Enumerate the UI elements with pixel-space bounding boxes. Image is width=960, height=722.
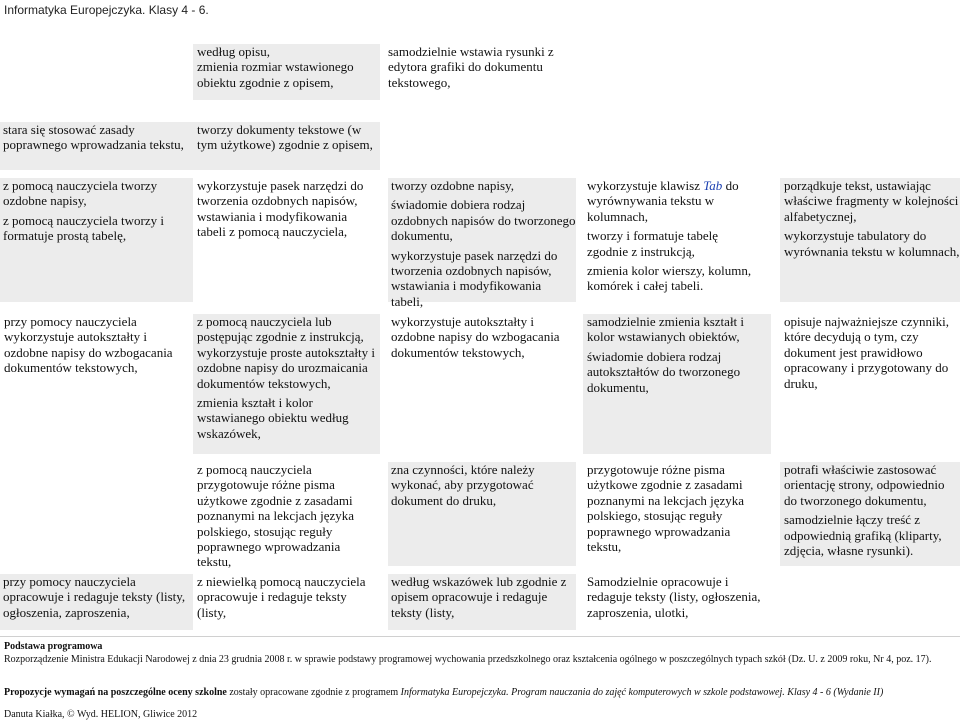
top-cell-2: według opisu, zmienia rozmiar wstawionego obiektu zgodnie z opisem,: [193, 44, 380, 100]
text-line: przy pomocy nauczyciela wykorzystuje autokształty i ozdobne napisy do wzbogacania dokumentów tekstowych,: [4, 314, 173, 376]
row4-cell-5: [780, 462, 960, 566]
header-title: Informatyka Europejczyka. Klasy 4 - 6.: [4, 3, 209, 17]
footer-divider: [0, 636, 960, 637]
text-line: zmienia kolor wierszy, kolumn, komórek i całej tabeli.: [587, 263, 752, 294]
text-line: zmienia kształt i kolor wstawianego obiektu według wskazówek,: [197, 395, 349, 441]
row2-cell-4: [587, 178, 762, 298]
row5-cell-2: z niewielką pomocą nauczyciela opracowuje i redaguje teksty (listy,: [197, 574, 366, 620]
text-span: wykorzystuje klawisz: [587, 178, 704, 193]
footer-legal-text: Rozporządzenie Ministra Edukacji Narodowej z dnia 23 grudnia 2008 r. w sprawie podstawy programowej wychowania przedszkolnego oraz kształcenia ogólnego w poszczególnych typach szkół (Dz. U. z 2009 roku, Nr 4, poz. 17).: [4, 654, 932, 665]
row4-cell-2: [197, 462, 377, 574]
row3-cell-5: [784, 314, 956, 395]
text-line: potrafi właściwie zastosować orientację strony, odpowiednio do tworzonego dokumentu,: [784, 462, 945, 508]
footer-note-bold: Propozycje wymagań na poszczególne oceny szkolne: [4, 687, 227, 698]
row1-cell-2: tworzy dokumenty tekstowe (w tym użytkowe) zgodnie z opisem,: [193, 122, 380, 170]
footer-program-note: [4, 686, 956, 699]
row3-cell-3: [391, 314, 573, 364]
tab-key-label: Tab: [703, 178, 723, 193]
text-line: świadomie dobiera rodzaj ozdobnych napisów do tworzonego dokumentu,: [391, 197, 576, 244]
row2-cell-3: [388, 178, 576, 309]
text-line: wykorzystuje tabulatory do wyrównania tekstu w kolumnach,: [784, 228, 960, 259]
text-span: do wyrównywania tekstu w kolumnach,: [587, 178, 739, 224]
footer-note-mid: zostały opracowane zgodnie z programem: [226, 687, 401, 698]
text-line: tworzy ozdobne napisy,: [391, 178, 514, 193]
text-line: wykorzystuje autokształty i ozdobne napisy do wzbogacania dokumentów tekstowych,: [391, 314, 560, 360]
row2-cell-2: [197, 178, 377, 244]
text-line: z pomocą nauczyciela tworzy ozdobne napisy,: [3, 178, 158, 209]
row5-cell-4: Samodzielnie opracowuje i redaguje teksty (listy, ogłoszenia, zaproszenia, ulotki,: [587, 574, 761, 620]
row5-cell-1: przy pomocy nauczyciela opracowuje i redaguje teksty (listy, ogłoszenia, zaproszenia,: [0, 574, 193, 630]
text-line: samodzielnie łączy treść z odpowiednią grafiką (kliparty, zdjęcia, własne rysunki).: [784, 512, 942, 559]
top-cell-3: samodzielnie wstawia rysunki z edytora grafiki do dokumentu tekstowego,: [388, 44, 554, 90]
footer-note-italic: Informatyka Europejczyka. Program nauczania do zajęć komputerowych w szkole podstawowej. Klasy 4 - 6 (Wydanie II): [400, 687, 884, 698]
text-line: z pomocą nauczyciela tworzy i formatuje prostą tabelę,: [3, 212, 164, 244]
text-line: zna czynności, które należy wykonać, aby przygotować dokument do druku,: [391, 462, 535, 508]
footer-heading: Podstawa programowa: [4, 641, 103, 652]
row4-cell-4: [587, 462, 767, 558]
text-line: opisuje najważniejsze czynniki, które decydują o tym, czy dokument jest prawidłowo opracowany i przygotowany do druku,: [784, 314, 949, 391]
text-line: samodzielnie zmienia kształt i kolor wstawianych obiektów,: [587, 314, 745, 345]
row5-cell-3: według wskazówek lub zgodnie z opisem opracowuje i redaguje teksty (listy,: [388, 574, 576, 630]
text-line: porządkuje tekst, ustawiając właściwe fragmenty w kolejności alfabetycznej,: [784, 178, 959, 224]
footer-copyright: Danuta Kiałka, © Wyd. HELION, Gliwice 2012: [4, 709, 198, 720]
row3-cell-2: [193, 314, 380, 454]
row2-cell-5: [780, 178, 960, 302]
text-line: tworzy i formatuje tabelę zgodnie z instrukcją,: [587, 228, 719, 259]
row3-cell-4: [583, 314, 771, 454]
text-line: z pomocą nauczyciela lub postępując zgodnie z instrukcją, wykorzystuje proste autokształty i ozdobne napisy do urozmaicania dokumentów tekstowych,: [197, 314, 375, 391]
text-line: przygotowuje różne pisma użytkowe zgodnie z zasadami poznanymi na lekcjach języka polskiego, stosując reguły poprawnego wprowadzania tekstu,: [587, 462, 745, 555]
text-line: z pomocą nauczyciela przygotowuje różne pisma użytkowe zgodnie z zasadami poznanymi na lekcjach języka polskiego, stosując reguły poprawnego wprowadzania tekstu,: [197, 462, 355, 570]
text-line: świadomie dobiera rodzaj autokształtów do tworzonego dokumentu,: [587, 348, 741, 395]
text-line: [587, 178, 762, 224]
text-line: wykorzystuje pasek narzędzi do tworzenia ozdobnych napisów, wstawiania i modyfikowania tabeli z pomocą nauczyciela,: [197, 178, 364, 240]
row2-cell-1: [0, 178, 193, 302]
text-line: wykorzystuje pasek narzędzi do tworzenia ozdobnych napisów, wstawiania i modyfikowania tabeli,: [391, 247, 558, 309]
row1-cell-1: stara się stosować zasady poprawnego wprowadzania tekstu,: [0, 122, 193, 170]
row4-cell-3: [388, 462, 576, 566]
row3-cell-1: [4, 314, 184, 380]
